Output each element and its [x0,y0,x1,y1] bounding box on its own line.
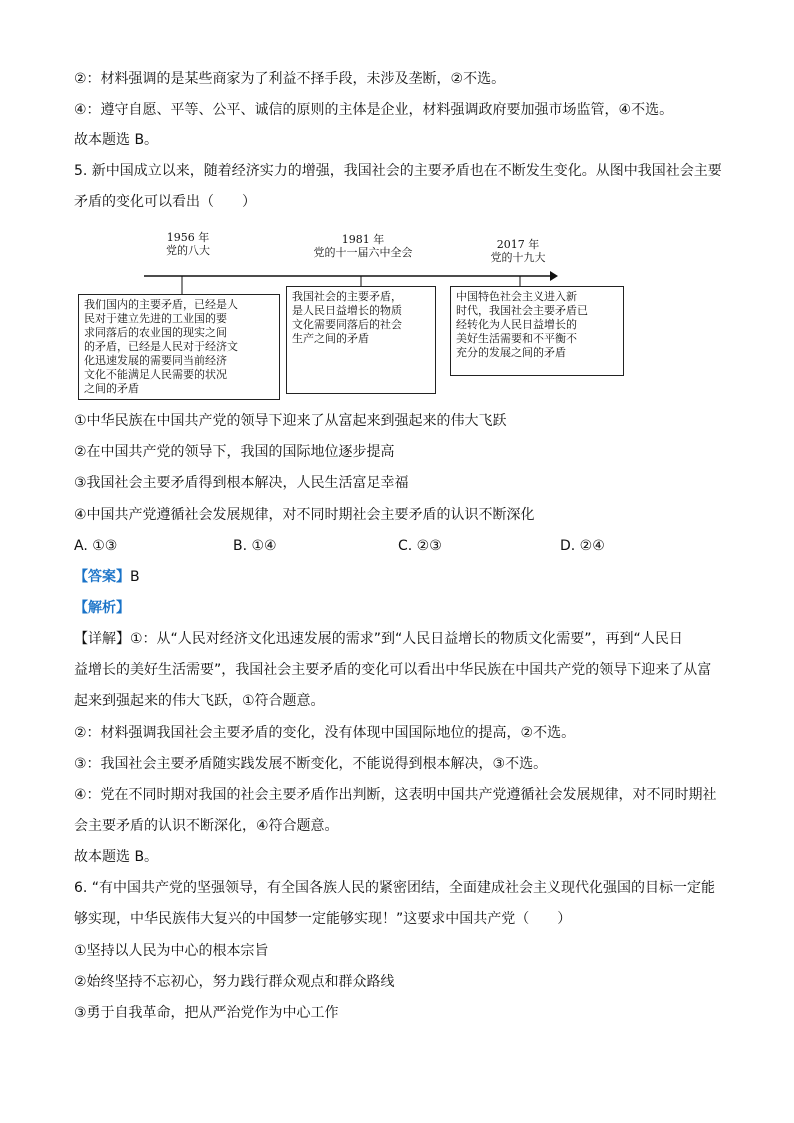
detail-line-5: ③：我国社会主要矛盾随实践发展不断变化，不能说得到根本解决，③不选。 [74,756,548,772]
question-6-line2: 够实现，中华民族伟大复兴的中国梦一定能够实现！”这要求中国共产党（ ） [74,911,572,927]
analysis-label: 【解析】 [74,600,130,616]
timeline-box-1981: 我国社会的主要矛盾， 是人民日益增长的物质 文化需要同落后的社会 生产之间的矛盾 [286,286,436,394]
analysis-line [74,599,130,617]
detail-text: ①：从“人民对经济文化迅速发展的需求”到“人民日益增长的物质文化需要”，再到“人民日 [130,631,683,647]
event-name: 党的八大 [166,244,210,257]
event-name: 党的十九大 [490,251,546,264]
timeline-event-1956 [158,231,218,257]
detail-line-7: 会主要矛盾的认识不断深化，④符合题意。 [74,818,339,834]
text-line: 故本题选 B。 [74,132,159,148]
detail-label: 【详解】 [74,631,130,647]
timeline-event-2017 [478,238,558,264]
statement-1: ①中华民族在中国共产党的领导下迎来了从富起来到强起来的伟大飞跃 [74,413,507,429]
timeline-box-2017: 中国特色社会主义进入新 时代，我国社会主要矛盾已 经转化为人民日益增长的 美好生活需要和不平衡不 充分的发展之间的矛盾 [450,286,624,376]
timeline-box-1956: 我们国内的主要矛盾，已经是人 民对于建立先进的工业国的要 求同落后的农业国的现实之间 的矛盾，已经是人民对于经济文 化迅速发展的需要同当前经济 文化不能满足人民需要的状况 之间的矛盾 [78,294,280,400]
statement-2: ②在中国共产党的领导下，我国的国际地位逐步提高 [74,444,395,460]
detail-line-4: ②：材料强调我国社会主要矛盾的变化，没有体现中国国际地位的提高，②不选。 [74,725,576,741]
statement-4: ④中国共产党遵循社会发展规律，对不同时期社会主要矛盾的认识不断深化 [74,507,535,523]
detail-line-8: 故本题选 B。 [74,849,159,865]
question-6-item-2: ②始终坚持不忘初心，努力践行群众观点和群众路线 [74,974,395,990]
answer-value: B [130,569,140,585]
detail-line-3: 起来到强起来的伟大飞跃，①符合题意。 [74,693,325,709]
detail-line-2: 益增长的美好生活需要”，我国社会主要矛盾的变化可以看出中华民族在中国共产党的领导下迎来了从富 [74,662,712,678]
answer-label: 【答案】 [74,569,130,585]
question-6-line1: 6. “有中国共产党的坚强领导，有全国各族人民的紧密团结，全面建成社会主义现代化强国的目标一定能 [74,880,716,896]
question-6-item-1: ①坚持以人民为中心的根本宗旨 [74,943,269,959]
option-c: C. ②③ [398,538,442,554]
event-year: 2017 年 [496,238,540,251]
question-5-line1: 5. 新中国成立以来，随着经济实力的增强，我国社会的主要矛盾也在不断发生变化。从图中我国社会主要 [74,163,722,179]
question-6-item-3: ③勇于自我革命，把从严治党作为中心工作 [74,1005,339,1021]
timeline-diagram [78,228,588,398]
event-name: 党的十一届六中全会 [313,246,413,259]
option-d: D. ②④ [560,538,605,554]
text-line: ④：遵守自愿、平等、公平、诚信的原则的主体是企业，材料强调政府要加强市场监管，④不选。 [74,102,674,118]
detail-line-6: ④：党在不同时期对我国的社会主要矛盾作出判断，这表明中国共产党遵循社会发展规律，对不同时期社 [74,787,717,803]
event-year: 1956 年 [166,231,210,244]
statement-3: ③我国社会主要矛盾得到根本解决，人民生活富足幸福 [74,475,409,491]
answer-line [74,568,140,586]
question-5-line2: 矛盾的变化可以看出（ ） [74,194,256,210]
text-line: ②：材料强调的是某些商家为了利益不择手段，未涉及垄断，②不选。 [74,71,506,87]
detail-line-1 [74,630,683,648]
option-b: B. ①④ [233,538,277,554]
option-a: A. ①③ [74,538,118,554]
timeline-event-1981 [298,233,428,259]
event-year: 1981 年 [341,233,385,246]
